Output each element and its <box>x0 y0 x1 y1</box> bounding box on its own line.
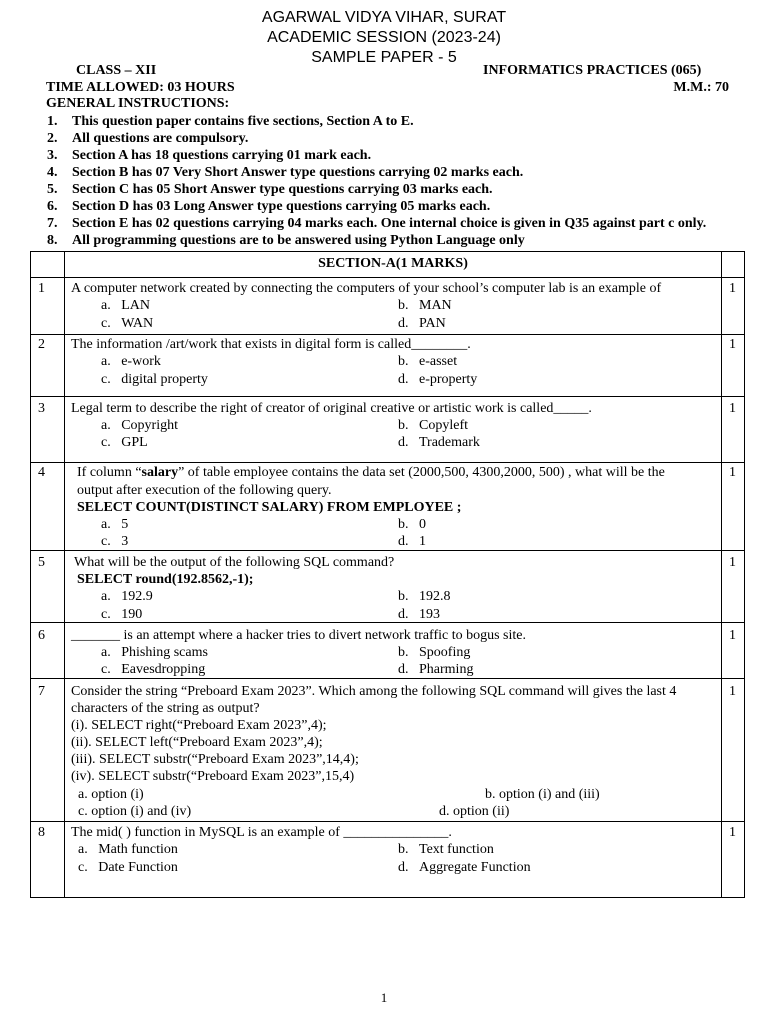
option-d: d. Trademark <box>398 435 480 450</box>
question-text: _______ is an attempt where a hacker tries to divert network traffic to bogus site. <box>71 628 526 643</box>
time-allowed: TIME ALLOWED: 03 HOURS <box>46 80 235 95</box>
question-marks: 1 <box>729 465 736 480</box>
option-d: d. Aggregate Function <box>398 860 531 875</box>
instruction-item: 1. This question paper contains five sections, Section A to E. <box>47 114 414 129</box>
option-b: b. Spoofing <box>398 645 471 660</box>
column-divider <box>721 252 722 897</box>
question-text: Consider the string “Preboard Exam 2023”. Which among the following SQL command will gives the last 4 <box>71 684 677 699</box>
instruction-item: 8. All programming questions are to be answered using Python Language only <box>47 233 525 248</box>
class-label: CLASS – XII <box>76 63 157 78</box>
option-a: a. 5 <box>101 517 129 532</box>
paper-title: SAMPLE PAPER - 5 <box>311 49 457 66</box>
section-title: SECTION-A(1 MARKS) <box>318 256 468 271</box>
option-c: c. Date Function <box>78 860 178 875</box>
option-a: a. Copyright <box>101 418 178 433</box>
option-b: b. MAN <box>398 298 452 313</box>
option-a: a. Phishing scams <box>101 645 208 660</box>
question-text-continued: output after execution of the following query. <box>77 483 332 498</box>
row-divider <box>31 678 744 679</box>
option-c: c. GPL <box>101 435 148 450</box>
page-number: 1 <box>380 990 388 1005</box>
option-a: a. e-work <box>101 354 161 369</box>
instructions-heading: GENERAL INSTRUCTIONS: <box>46 96 230 111</box>
question-text: Legal term to describe the right of creator of original creative or artistic work is called_____. <box>71 401 592 416</box>
option-d: d. option (ii) <box>439 804 510 819</box>
instructions-list <box>47 113 706 249</box>
option-b: b. option (i) and (iii) <box>485 787 600 802</box>
instruction-item: 4. Section B has 07 Very Short Answer type questions carrying 02 marks each. <box>47 165 524 180</box>
question-text-continued: characters of the string as output? <box>71 701 260 716</box>
instruction-item: 6. Section D has 03 Long Answer type questions carrying 05 marks each. <box>47 199 491 214</box>
option-c: c. 3 <box>101 534 129 549</box>
sql-query: SELECT round(192.8562,-1); <box>77 572 254 587</box>
option-b: b. Copyleft <box>398 418 468 433</box>
school-name: AGARWAL VIDYA VIHAR, SURAT <box>261 9 507 26</box>
question-number: 1 <box>38 281 45 296</box>
max-marks: M.M.: 70 <box>673 80 729 95</box>
option-c: c. digital property <box>101 372 208 387</box>
option-a: a. option (i) <box>78 787 144 802</box>
sql-choice-line: (i). SELECT right(“Preboard Exam 2023”,4); <box>71 718 327 733</box>
question-text: A computer network created by connecting the computers of your school’s computer lab is an example of <box>71 281 662 296</box>
option-b: b. Text function <box>398 842 494 857</box>
row-divider <box>31 277 744 278</box>
column-divider <box>64 252 65 897</box>
row-divider <box>31 821 744 822</box>
option-c: c. option (i) and (iv) <box>78 804 192 819</box>
question-number: 4 <box>38 465 45 480</box>
option-d: d. PAN <box>398 316 446 331</box>
sql-choice-line: (iv). SELECT substr(“Preboard Exam 2023”,15,4) <box>71 769 355 784</box>
row-divider <box>31 550 744 551</box>
option-b: b. 0 <box>398 517 426 532</box>
option-c: c. WAN <box>101 316 154 331</box>
option-a: a. LAN <box>101 298 150 313</box>
sql-query: SELECT COUNT(DISTINCT SALARY) FROM EMPLOYEE ; <box>77 500 462 515</box>
subject-label: INFORMATICS PRACTICES (065) <box>483 63 702 78</box>
question-marks: 1 <box>729 337 736 352</box>
instruction-item: 5. Section C has 05 Short Answer type questions carrying 03 marks each. <box>47 182 493 197</box>
question-text: The mid( ) function in MySQL is an example of _______________. <box>71 825 452 840</box>
instruction-item: 7. Section E has 02 questions carrying 04 marks each. One internal choice is given in Q35 against part c only. <box>47 216 707 231</box>
row-divider <box>31 396 744 397</box>
question-number: 3 <box>38 401 45 416</box>
sql-choice-line: (iii). SELECT substr(“Preboard Exam 2023”,14,4); <box>71 752 359 767</box>
instruction-item: 2. All questions are compulsory. <box>47 131 249 146</box>
option-d: d. 193 <box>398 607 440 622</box>
option-d: d. e-property <box>398 372 478 387</box>
question-number: 7 <box>38 684 45 699</box>
question-marks: 1 <box>729 555 736 570</box>
option-d: d. 1 <box>398 534 426 549</box>
question-marks: 1 <box>729 628 736 643</box>
question-marks: 1 <box>729 281 736 296</box>
option-b: b. e-asset <box>398 354 458 369</box>
question-marks: 1 <box>729 684 736 699</box>
option-c: c. 190 <box>101 607 143 622</box>
option-a: a. Math function <box>78 842 178 857</box>
option-a: a. 192.9 <box>101 589 153 604</box>
instruction-item: 3. Section A has 18 questions carrying 01 mark each. <box>47 148 372 163</box>
section-a-table <box>30 251 745 898</box>
question-number: 5 <box>38 555 45 570</box>
question-marks: 1 <box>729 825 736 840</box>
question-number: 2 <box>38 337 45 352</box>
question-text: If column “salary” of table employee contains the data set (2000,500, 4300,2000, 500) , what will be the <box>77 465 665 480</box>
academic-session: ACADEMIC SESSION (2023-24) <box>267 29 501 46</box>
option-d: d. Pharming <box>398 662 474 677</box>
sql-choice-line: (ii). SELECT left(“Preboard Exam 2023”,4); <box>71 735 323 750</box>
question-number: 6 <box>38 628 45 643</box>
option-c: c. Eavesdropping <box>101 662 206 677</box>
question-number: 8 <box>38 825 45 840</box>
question-text: What will be the output of the following SQL command? <box>74 555 395 570</box>
question-marks: 1 <box>729 401 736 416</box>
row-divider <box>31 462 744 463</box>
row-divider <box>31 334 744 335</box>
question-text: The information /art/work that exists in digital form is called________. <box>71 337 471 352</box>
option-b: b. 192.8 <box>398 589 451 604</box>
